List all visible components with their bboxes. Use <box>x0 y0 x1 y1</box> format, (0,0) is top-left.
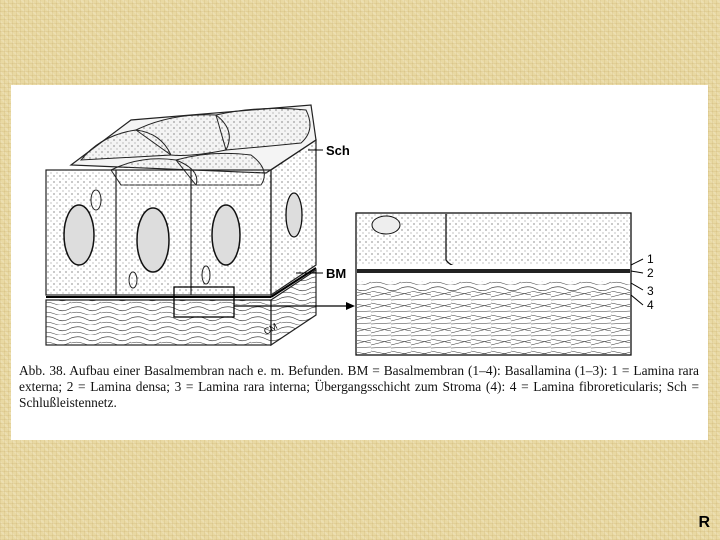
figure-caption <box>19 363 699 411</box>
label-layer-4: 4 <box>647 298 654 312</box>
nucleus <box>64 205 94 265</box>
label-bm: BM <box>326 266 347 281</box>
caption-text: Aufbau einer Basalmembran nach e. m. Befunden. BM = Basalmembran (1–4): Basallamina (1–3): 1 = Lamina rara externa; 2 = Lamina densa; 3 = Lamina rara interna; Übergangsschicht zum Stroma (4): 4 = Lamina fibroreticularis; Sch = Schlußleistennetz. <box>19 363 699 410</box>
nucleus <box>137 208 169 272</box>
label-cm: CM <box>262 321 280 337</box>
label-sch: Sch <box>326 143 350 158</box>
epithelium-front-face <box>46 170 271 295</box>
corner-letter: R <box>698 514 710 531</box>
label-layer-3: 3 <box>647 284 654 298</box>
caption-figure-number: Abb. 38. <box>19 363 67 378</box>
label-layer-2: 2 <box>647 266 654 280</box>
nucleus <box>212 205 240 265</box>
label-layer-1: 1 <box>647 252 654 266</box>
figure-panel <box>11 85 708 440</box>
magnified-inset <box>356 213 631 355</box>
